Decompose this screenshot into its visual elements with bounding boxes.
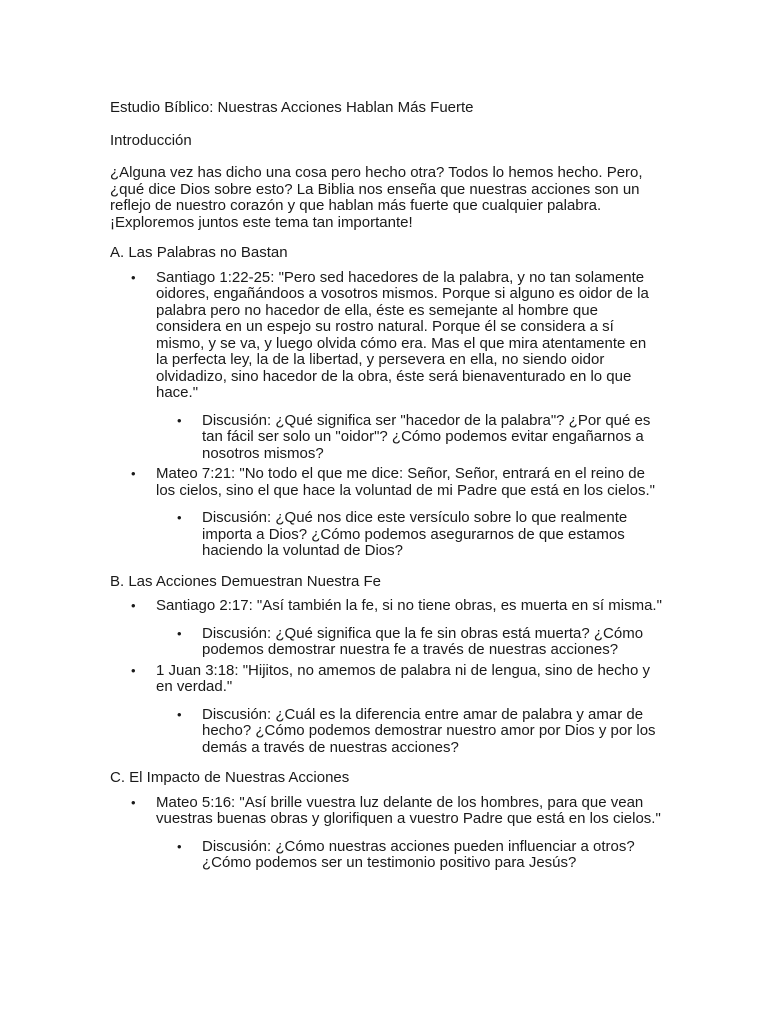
discussion-list — [156, 510, 662, 560]
section-c — [110, 770, 662, 872]
verse-list — [110, 795, 662, 872]
section-a — [110, 245, 662, 560]
document-title: Estudio Bíblico: Nuestras Acciones Hablan Más Fuerte — [110, 99, 474, 116]
verse-list — [110, 270, 662, 560]
list-item — [110, 795, 662, 872]
verse-text: Mateo 7:21: "No todo el que me dice: Señor, Señor, entrará en el reino de los cielos, sino el que hace la voluntad de mi Padre que está en los cielos." — [156, 465, 655, 499]
section-heading: C. El Impacto de Nuestras Acciones — [110, 769, 350, 786]
discussion-list — [156, 413, 662, 463]
intro-paragraph: ¿Alguna vez has dicho una cosa pero hecho otra? Todos lo hemos hecho. Pero, ¿qué dice Dios sobre esto? La Biblia nos enseña que nuestras acciones son un reflejo de nuestro corazón y que hablan más fuerte que cualquier palabra. ¡Exploremos juntos este tema tan importante! — [110, 164, 643, 231]
discussion-list — [156, 707, 662, 757]
section-b — [110, 574, 662, 757]
discussion-item: • Discusión: ¿Cuál es la diferencia entre amar de palabra y amar de hecho? ¿Cómo podemos demostrar nuestro amor por Dios y por los demás a través de nuestras acciones? — [156, 707, 662, 757]
discussion-list — [156, 626, 662, 659]
document-page — [110, 100, 662, 886]
list-item — [110, 598, 662, 659]
intro-heading: Introducción — [110, 131, 192, 149]
section-heading: A. Las Palabras no Bastan — [110, 244, 288, 261]
discussion-item: • Discusión: ¿Qué nos dice este versículo sobre lo que realmente importa a Dios? ¿Cómo podemos asegurarnos de que estamos haciendo la voluntad de Dios? — [156, 510, 662, 560]
list-item — [110, 270, 662, 463]
discussion-item: • Discusión: ¿Cómo nuestras acciones pueden influenciar a otros? ¿Cómo podemos ser un testimonio positivo para Jesús? — [156, 839, 662, 872]
section-heading: B. Las Acciones Demuestran Nuestra Fe — [110, 572, 381, 590]
verse-text: 1 Juan 3:18: "Hijitos, no amemos de palabra ni de lengua, sino de hecho y en verdad." — [156, 661, 650, 695]
verse-text: Santiago 2:17: "Así también la fe, si no tiene obras, es muerta en sí misma." — [156, 597, 662, 614]
verse-text: Mateo 5:16: "Así brille vuestra luz delante de los hombres, para que vean vuestras buenas obras y glorifiquen a vuestro Padre que está en los cielos." — [156, 793, 661, 827]
verse-list — [110, 598, 662, 756]
list-item — [110, 663, 662, 757]
list-item — [110, 466, 662, 560]
discussion-list — [156, 839, 662, 872]
discussion-item: • Discusión: ¿Qué significa que la fe sin obras está muerta? ¿Cómo podemos demostrar nuestra fe a través de nuestras acciones? — [156, 626, 662, 659]
discussion-item: • Discusión: ¿Qué significa ser "hacedor de la palabra"? ¿Por qué es tan fácil ser solo un "oidor"? ¿Cómo podemos evitar engañarnos a nosotros mismos? — [156, 413, 662, 463]
verse-text: Santiago 1:22-25: "Pero sed hacedores de la palabra, y no tan solamente oidores, engañándoos a vosotros mismos. Porque si alguno es oidor de la palabra pero no hacedor de ella, éste es semejante al hombre que considera en un espejo su rostro natural. Porque él se considera a sí mismo, y se va, y luego olvida cómo era. Mas el que mira atentamente en la perfecta ley, la de la libertad, y persevera en ella, no siendo oidor olvidadizo, sino hacedor de la obra, éste será bienaventurado en lo que hace." — [156, 268, 649, 401]
